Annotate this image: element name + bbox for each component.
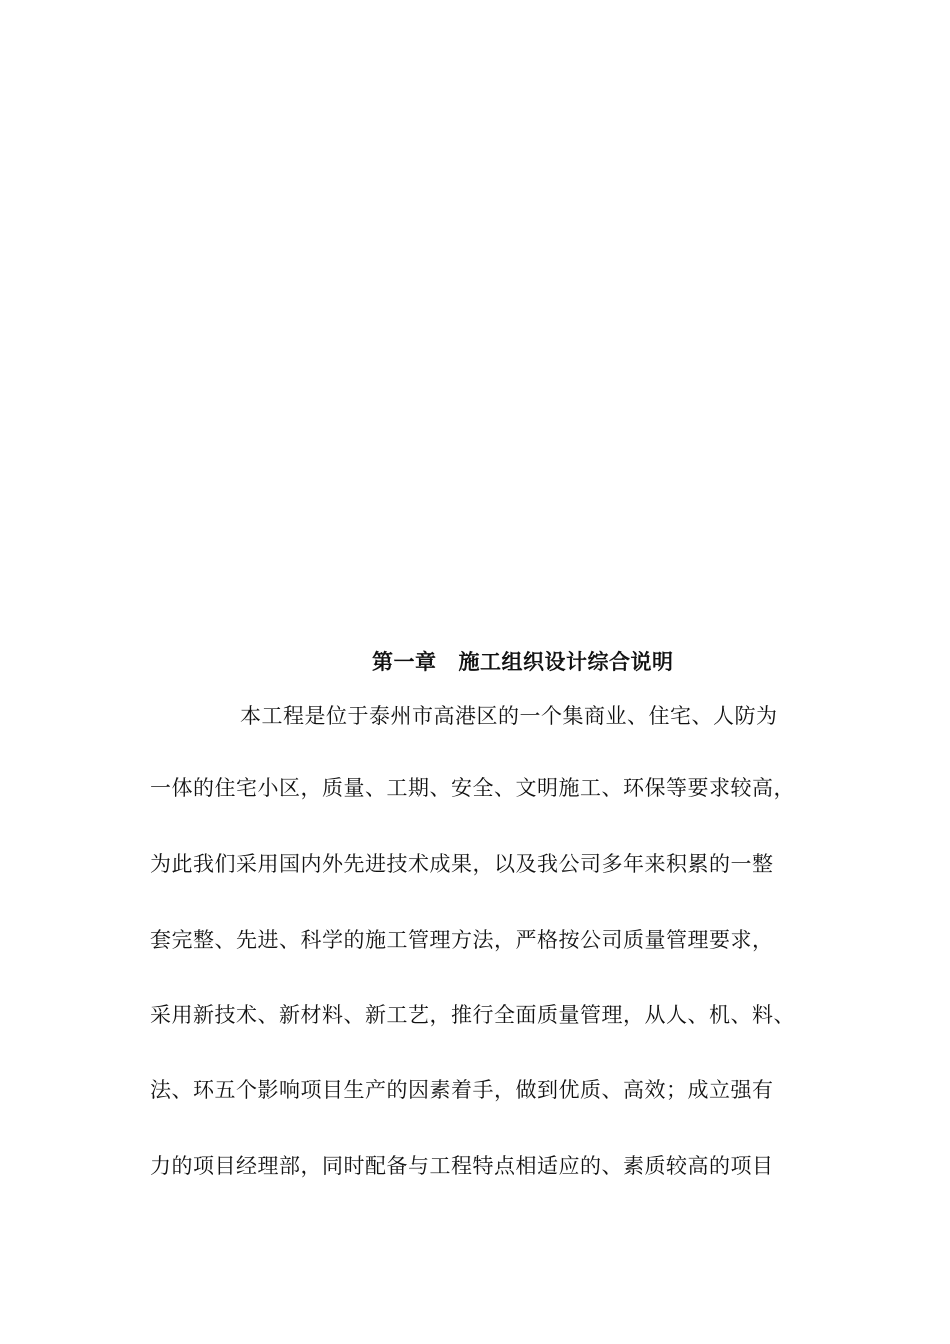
paragraph-line: 一体的住宅小区，质量、工期、安全、文明施工、环保等要求较高，: [150, 776, 795, 800]
chapter-number: 第一章: [372, 649, 437, 674]
paragraph-line: 本工程是位于泰州市高港区的一个集商业、住宅、人防为: [240, 704, 778, 728]
paragraph-line: 法、环五个影响项目生产的因素着手，做到优质、高效；成立强有: [150, 1078, 774, 1102]
paragraph-line: 为此我们采用国内外先进技术成果，以及我公司多年来积累的一整: [150, 852, 774, 876]
paragraph-line: 采用新技术、新材料、新工艺，推行全面质量管理，从人、机、料、: [150, 1003, 795, 1027]
chapter-heading: [372, 646, 674, 676]
paragraph-line: 力的项目经理部，同时配备与工程特点相适应的、素质较高的项目: [150, 1154, 774, 1178]
chapter-title: 施工组织设计综合说明: [458, 649, 674, 674]
paragraph-line: 套完整、先进、科学的施工管理方法，严格按公司质量管理要求，: [150, 928, 774, 952]
